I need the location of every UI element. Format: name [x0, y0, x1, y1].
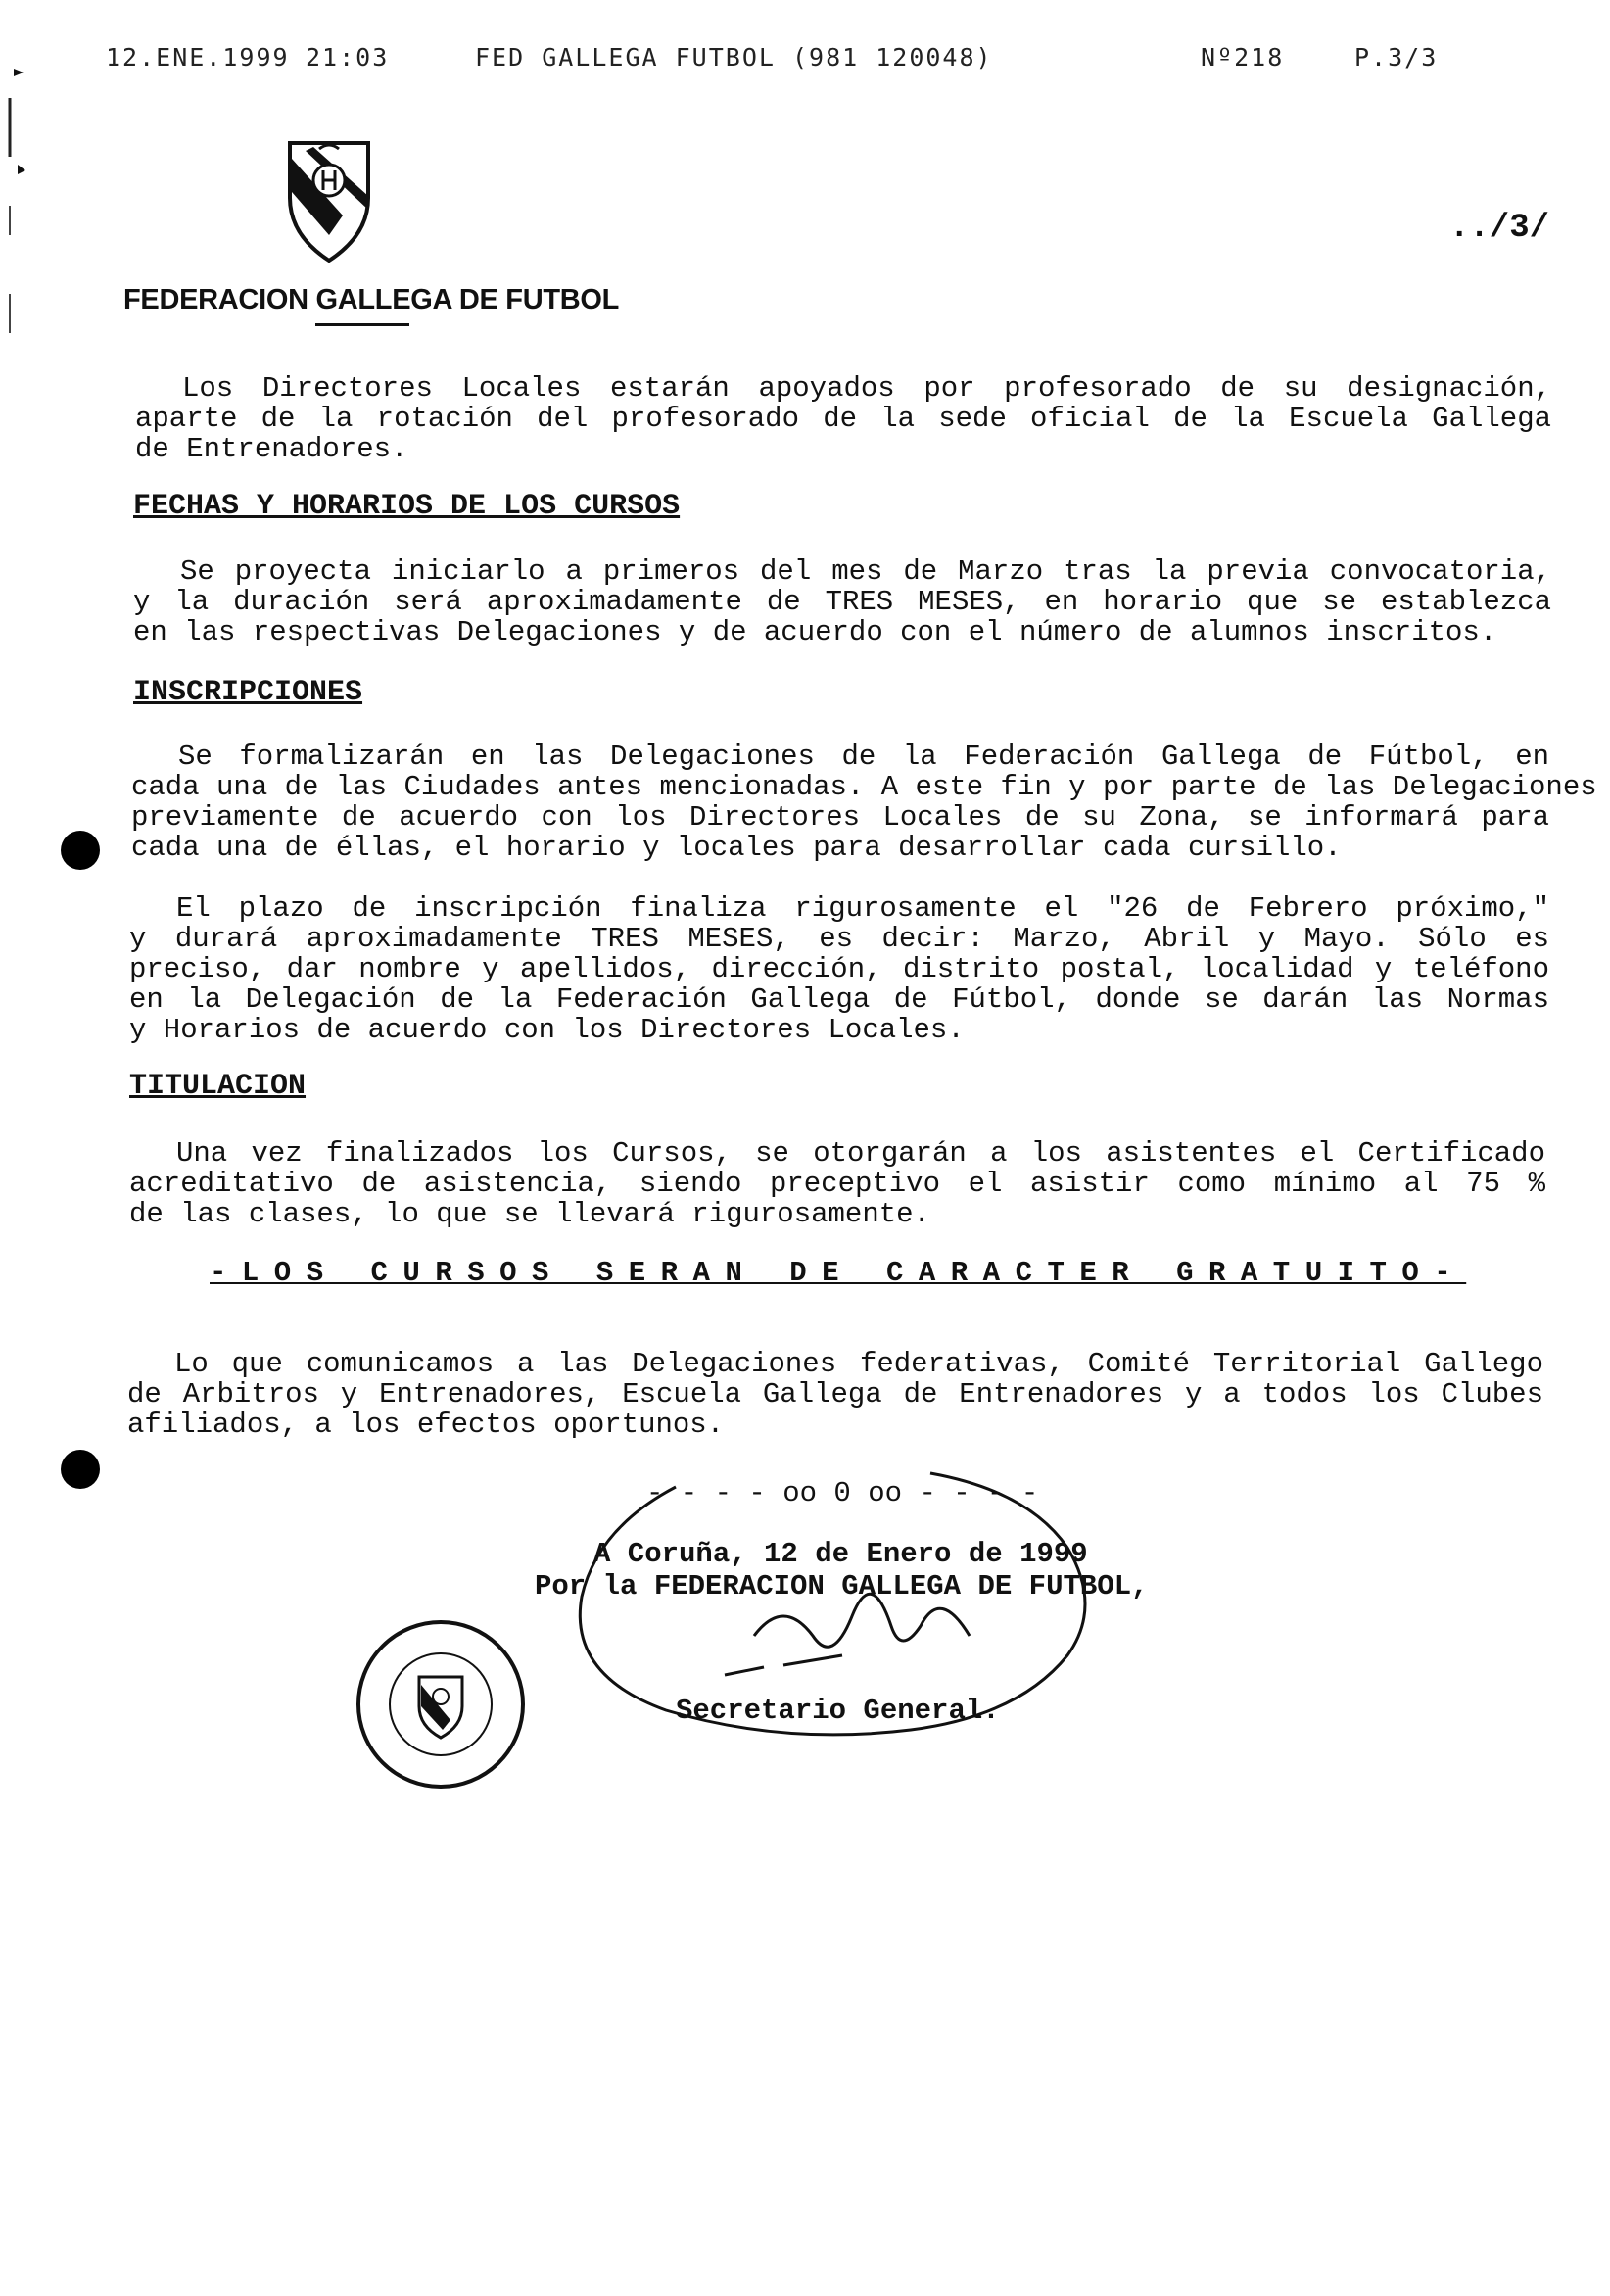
p2-line: y la duración será aproximadamente de TRES MESES, en horario que se establezca [133, 586, 1551, 618]
fax-time: 21:03 [306, 43, 390, 72]
p2-line: Se proyecta iniciarlo a primeros del mes de Marzo tras la previa convocatoria, [180, 555, 1551, 588]
punch-hole [61, 831, 100, 870]
paragraph-6 [127, 1349, 1543, 1440]
fax-page: P.3/3 [1354, 43, 1439, 72]
p4-line: El plazo de inscripción finaliza rigurosamente el "26 de Febrero próximo," [176, 892, 1549, 925]
p4-line: y Horarios de acuerdo con los Directores Locales. [129, 1014, 965, 1046]
free-course-text: -LOS CURSOS SERAN DE CARACTER GRATUITO- [210, 1257, 1467, 1289]
free-course-notice [210, 1257, 1466, 1289]
fax-sender: FED GALLEGA FUTBOL (981 120048) [475, 43, 993, 72]
page-marker: ../3/ [1449, 210, 1550, 247]
p3-line: previamente de acuerdo con los Directores Locales de su Zona, se informará para [131, 801, 1549, 834]
place-date: A Coruña, 12 de Enero de 1999 [593, 1538, 1088, 1570]
punch-hole [61, 1450, 100, 1489]
p6-line: Lo que comunicamos a las Delegaciones federativas, Comité Territorial Gallego [174, 1348, 1543, 1380]
paragraph-3 [131, 741, 1597, 864]
p6-line: afiliados, a los efectos oportunos. [127, 1409, 725, 1441]
fax-number: Nº218 [1201, 43, 1285, 72]
p4-line: preciso, dar nombre y apellidos, dirección, distrito postal, localidad y teléfono [129, 953, 1549, 985]
p1-line: de Entrenadores. [135, 433, 408, 465]
scan-marks [0, 39, 39, 549]
p5-line: Una vez finalizados los Cursos, se otorgarán a los asistentes el Certificado [176, 1137, 1545, 1170]
p6-line: de Arbitros y Entrenadores, Escuela Gallega de Entrenadores y a todos los Clubes [127, 1378, 1543, 1411]
p4-line: y durará aproximadamente TRES MESES, es decir: Marzo, Abril y Mayo. Sólo es [129, 923, 1549, 955]
p1-line: aparte de la rotación del profesorado de la sede oficial de la Escuela Gallega [135, 403, 1551, 435]
org-underline [315, 323, 409, 326]
p5-line: de las clases, lo que se llevará rigurosamente. [129, 1198, 930, 1230]
p5-line: acreditativo de asistencia, siendo preceptivo el asistir como mínimo al 75 % [129, 1168, 1545, 1200]
p4-line: en la Delegación de la Federación Gallega de Fútbol, donde se darán las Normas [129, 983, 1549, 1016]
paragraph-4 [129, 893, 1549, 1045]
p3-line: Se formalizarán en las Delegaciones de la Federación Gallega de Fútbol, en [178, 741, 1549, 773]
paragraph-2 [133, 556, 1551, 647]
heading-titulacion: TITULACION [129, 1070, 307, 1103]
p3-line: cada una de éllas, el horario y locales para desarrollar cada cursillo. [131, 832, 1342, 864]
signer-title: Secretario General. [676, 1695, 1000, 1727]
fax-date: 12.ENE.1999 [106, 43, 290, 72]
p3-line: cada una de las Ciudades antes mencionadas. A este fin y por parte de las Delegaciones [131, 771, 1597, 803]
p2-line: en las respectivas Delegaciones y de acuerdo con el número de alumnos inscritos. [133, 616, 1497, 648]
signed-by: Por la FEDERACION GALLEGA DE FUTBOL, [535, 1570, 1149, 1602]
heading-inscripciones: INSCRIPCIONES [133, 676, 363, 709]
closing-separator: - - - - oo 0 oo - - - - [646, 1477, 1039, 1509]
heading-fechas: FECHAS Y HORARIOS DE LOS CURSOS [133, 490, 681, 523]
federation-seal-icon [353, 1616, 529, 1793]
federation-crest-icon [284, 137, 374, 264]
p1-line: Los Directores Locales estarán apoyados por profesorado de su designación, [182, 372, 1551, 405]
paragraph-5 [129, 1138, 1545, 1229]
paragraph-1 [135, 373, 1551, 464]
org-name: FEDERACION GALLEGA DE FUTBOL [123, 284, 620, 315]
